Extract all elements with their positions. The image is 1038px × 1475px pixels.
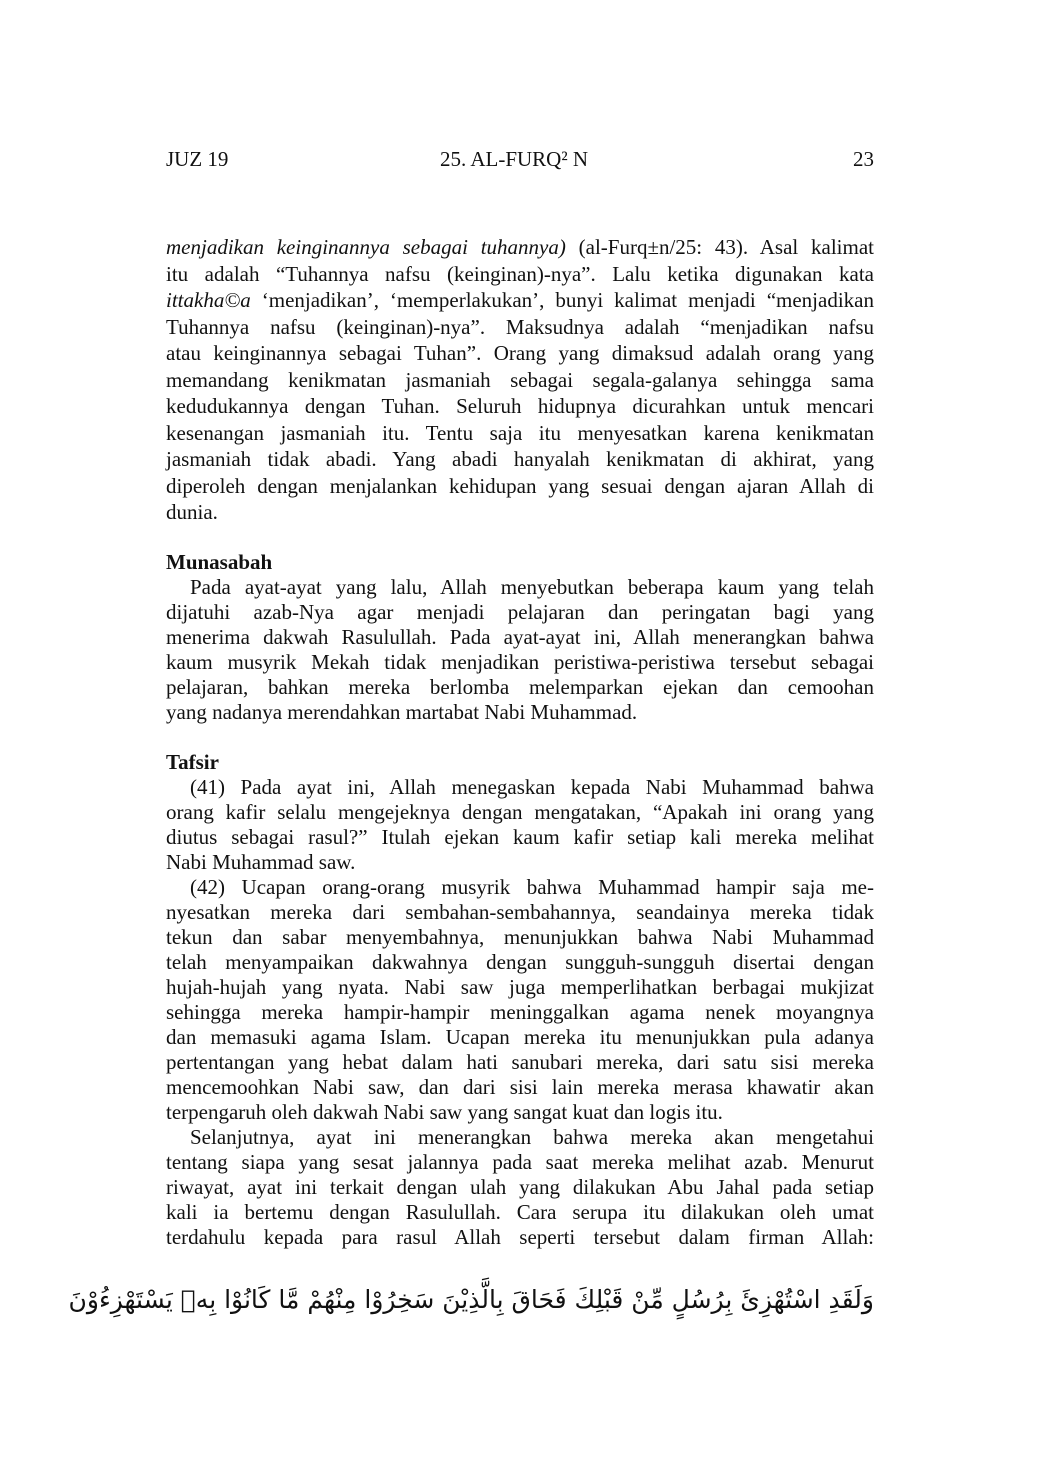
text-line: pertentangan yang hebat dalam hati sanubari mereka, dari satu sisi mereka (166, 1050, 874, 1074)
text-line: Nabi Muhammad saw. (166, 850, 356, 874)
section-munasabah (166, 550, 874, 725)
text-line: dan memasuki agama Islam. Ucapan mereka itu menunjukkan pula adanya (166, 1025, 874, 1049)
text-line: (42) Ucapan orang-orang musyrik bahwa Muhammad hampir saja me- (190, 875, 874, 899)
text-line: Tuhannya nafsu (keinginan)-nya”. Maksudnya adalah “menjadikan nafsu (166, 314, 874, 339)
section-tafsir (166, 750, 874, 1250)
text-line: kali ia bertemu dengan Rasulullah. Cara serupa itu dilakukan oleh umat (166, 1200, 874, 1224)
text-line: riwayat, ayat ini terkait dengan ulah yang dilakukan Abu Jahal pada setiap (166, 1175, 874, 1199)
text-line: telah menyampaikan dakwahnya dengan sungguh-sungguh disertai dengan (166, 950, 874, 974)
text-line: dijatuhi azab-Nya agar menjadi pelajaran dan peringatan bagi yang (166, 600, 874, 624)
text-line (166, 234, 874, 261)
text-line: sehingga mereka hampir-hampir meninggalkan agama nenek moyangnya (166, 1000, 874, 1024)
running-header-surah: 25. AL-FURQ² N (440, 147, 589, 171)
text-line: diperoleh dengan menjalankan kehidupan yang sesuai dengan ajaran Allah di (166, 473, 874, 498)
text-line: itu adalah “Tuhannya nafsu (keinginan)-nya”. Lalu ketika digunakan kata (166, 261, 874, 286)
text-segment: ‘menjadikan’, ‘memperlakukan’, bunyi kalimat menjadi “menjadikan (250, 288, 874, 312)
text-line: hujah-hujah yang nyata. Nabi saw juga memperlihatkan berbagai mukjizat (166, 975, 874, 999)
paragraph (166, 775, 874, 875)
italic-text: menjadikan keinginannya sebagai tuhannya) (166, 235, 566, 259)
text-line: Pada ayat-ayat yang lalu, Allah menyebutkan beberapa kaum yang telah (190, 575, 874, 599)
text-line: yang nadanya merendahkan martabat Nabi Muhammad. (166, 700, 638, 724)
running-header-juz: JUZ 19 (166, 147, 229, 171)
text-line: orang kafir selalu mengejeknya dengan mengatakan, “Apakah ini orang yang (166, 800, 874, 824)
text-segment: (al-Furq±n/25: 43). Asal kalimat (565, 235, 874, 259)
paragraph (166, 875, 874, 1125)
paragraph (166, 575, 874, 725)
text-line: (41) Pada ayat ini, Allah menegaskan kepada Nabi Muhammad bahwa (190, 775, 874, 799)
text-line: nyesatkan mereka dari sembahan-sembahannya, seandainya mereka tidak (166, 900, 874, 924)
text-line: Selanjutnya, ayat ini menerangkan bahwa mereka akan mengetahui (190, 1125, 874, 1149)
text-line: pelajaran, bahkan mereka berlomba melemparkan ejekan dan cemoohan (166, 675, 874, 699)
text-line: jasmaniah tidak abadi. Yang abadi hanyalah kenikmatan di akhirat, yang (166, 447, 874, 471)
text-line: atau keinginannya sebagai Tuhan”. Orang yang dimaksud adalah orang yang (166, 341, 874, 365)
text-line: diutus sebagai rasul?” Itulah ejekan kaum kafir setiap kali mereka melihat (166, 825, 874, 849)
text-line: kaum musyrik Mekah tidak menjadikan peristiwa-peristiwa tersebut sebagai (166, 650, 874, 674)
text-line: terdahulu kepada para rasul Allah seperti tersebut dalam firman Allah: (166, 1225, 874, 1249)
italic-text: ittakha©a (166, 288, 251, 312)
text-line: tekun dan sabar menyembahnya, menunjukkan bahwa Nabi Muhammad (166, 925, 874, 949)
paragraph (166, 234, 874, 526)
text-line: tentang siapa yang sesat jalannya pada saat mereka melihat azab. Menurut (166, 1150, 874, 1174)
text-line: dunia. (166, 500, 218, 524)
paragraph (166, 1125, 874, 1250)
text-line: mencemoohkan Nabi saw, dan dari sisi lain mereka merasa khawatir akan (166, 1075, 874, 1099)
page-number: 23 (853, 147, 874, 171)
continuation-paragraph (166, 234, 874, 526)
text-line: kedudukannya dengan Tuhan. Seluruh hidupnya dicurahkan untuk mencari (166, 394, 874, 418)
section-heading: Munasabah (166, 550, 273, 574)
text-line: terpengaruh oleh dakwah Nabi saw yang sangat kuat dan logis itu. (166, 1100, 723, 1124)
text-line: memandang kenikmatan jasmaniah sebagai segala-galanya sehingga sama (166, 367, 874, 392)
arabic-verse: وَلَقَدِ اسْتُهْزِئَ بِرُسُلٍ مِّنْ قَبْلِكَ فَحَاقَ بِالَّذِيْنَ سَخِرُوْا مِنْهُمْ مَّا كَانُوْا بِهٖ يَسْتَهْزِءُوْنَ (68, 1285, 874, 1314)
text-line: menerima dakwah Rasulullah. Pada ayat-ayat ini, Allah menerangkan bahwa (166, 625, 874, 649)
text-line (166, 287, 874, 314)
text-line: kesenangan jasmaniah itu. Tentu saja itu menyesatkan karena kenikmatan (166, 420, 874, 445)
section-heading: Tafsir (166, 750, 219, 774)
